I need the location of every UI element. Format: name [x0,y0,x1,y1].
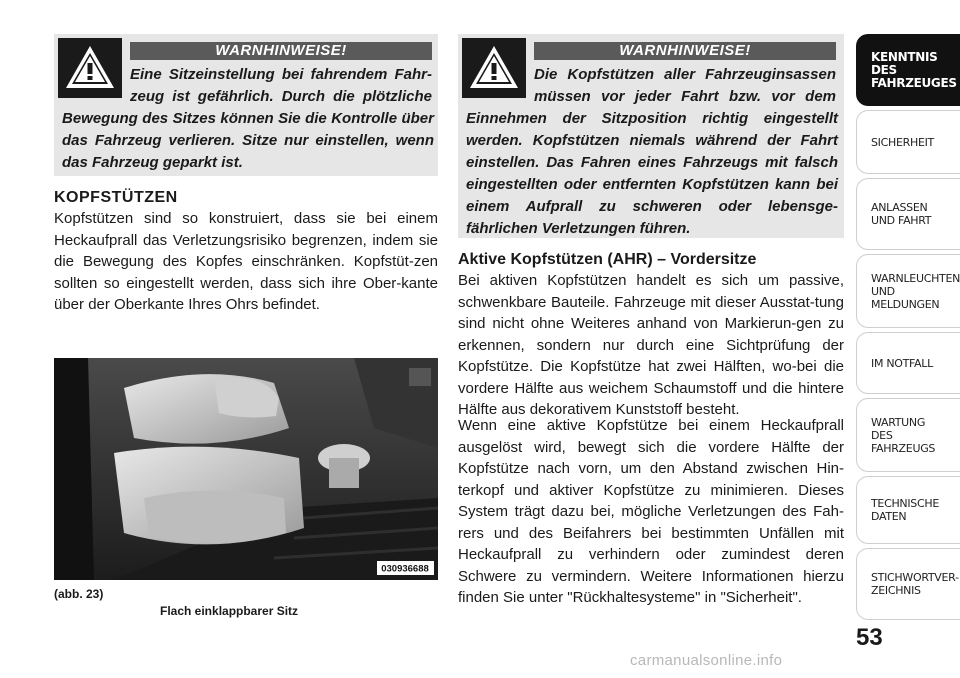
warning-icon-frame [462,38,526,98]
chapter-tab-anlassen[interactable]: ANLASSEN UND FAHRT [856,178,960,250]
warning-icon-frame [58,38,122,98]
chapter-tab-sicherheit[interactable]: SICHERHEIT [856,110,960,174]
section-body: Wenn eine aktive Kopfstütze bei einem Heckaufprall ausgelöst wird, bewegt sich die vordere Hälfte der Kopfstütze nach vorn, um den Abstand zwischen Hin-terkopf und aktiver Kopfstütze zu minimieren. Dieses System trägt dazu bei, mögliche Verletzungen des Fah-rers und des Beifahrers bei bestimmten Unfällen mit Heckaufprall zu verhindern oder zumindest deren Schwere zu vermindern. Weitere Informationen hierzu finden Sie unter "Rückhaltesysteme" in "Sicherheit". [458,417,844,606]
section-heading: KOPFSTÜTZEN [54,189,178,206]
warning-lead-line: Die Kopfstützen aller Fahrzeuginsassen [534,66,836,83]
warning-text: Bewegung des Sitzes können Sie die Kontrolle über das Fahrzeug verlieren. Sitze nur einstellen, wenn das Fahrzeug geparkt ist. [62,110,434,171]
warning-lead-line: müssen vor jeder Fahrt bzw. vor dem [534,88,836,105]
folded-seat-illustration [54,358,438,580]
figure-number: (abb. 23) [54,587,104,601]
warning-lead-line: zeug ist gefährlich. Durch die plötzliche [130,88,432,105]
figure-caption: Flach einklappbarer Sitz [160,604,299,618]
warning-header: WARNHINWEISE! [130,42,432,60]
warning-box-right [458,34,844,238]
figure-code: 030936688 [381,563,429,575]
warning-header: WARNHINWEISE! [534,42,836,60]
warning-box-left [54,34,438,176]
chapter-tab-notfall[interactable]: IM NOTFALL [856,332,960,394]
section-body: Kopfstützen sind so konstruiert, dass sie bei einem Heckaufprall das Verletzungsrisiko begrenzen, indem sie die Bewegung des Kopfes einschränken. Kopfstüt-zen sollten so eingestellt werden, dass sich ihre Ober-kante über der Oberkante Ihres Ohrs befindet. [54,210,438,313]
warning-text: Einnehmen der Sitzposition richtig eingestellt werden. Kopfstützen niemals während der Fahrt einstellen. Das Fahren eines Fahrzeugs mit falsch eingestellten oder entfernten Kopfstützen kann bei einem Aufprall zu schweren oder lebensge-fährlichen Verletzungen führen. [466,110,838,237]
watermark: carmanualsonline.info [630,652,783,669]
chapter-tab-warnleuchten[interactable]: WARNLEUCHTEN UND MELDUNGEN [856,254,960,328]
warning-triangle-icon [468,43,520,91]
page-number: 53 [856,624,883,651]
chapter-tab-kenntnis[interactable]: KENNTNIS DES FAHRZEUGES [856,34,960,106]
figure-photo [54,358,438,580]
chapter-tab-wartung[interactable]: WARTUNG DES FAHRZEUGS [856,398,960,472]
chapter-tab-stichwortverzeichnis[interactable]: STICHWORTVER- ZEICHNIS [856,548,960,620]
chapter-tab-technische-daten[interactable]: TECHNISCHE DATEN [856,476,960,544]
warning-lead-line: Eine Sitzeinstellung bei fahrendem Fahr- [130,66,432,83]
section-heading: Aktive Kopfstützen (AHR) – Vordersitze [458,251,757,268]
section-body: Bei aktiven Kopfstützen handelt es sich um passive, schwenkbare Bauteile. Fahrzeuge mit dieser Ausstat-tung sind nicht ohne Weiteres anhand von Markierun-gen zu erkennen, sondern nur durch eine Sichtprüfung der Kopfstütze. Die Kopfstütze hat zwei Hälften, wo-bei die vordere Hälfte aus weichem Schaumstoff und die hintere Hälfte aus dekorativem Kunststoff besteht. [458,272,844,418]
warning-triangle-icon [64,43,116,91]
